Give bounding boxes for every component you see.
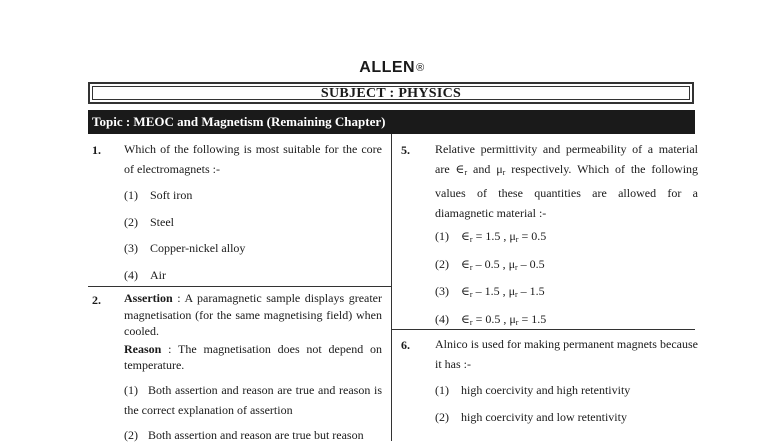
- q5-option-4: (4) $\in_r = 0.5$ , $\mu_r = 1.5$: [435, 312, 547, 327]
- q6-text: Alnico is used for making permanent magnets because it has :-: [435, 337, 698, 371]
- q1-option-3: (3) Copper-nickel alloy: [124, 241, 246, 255]
- q5-text: Relative permittivity and permeability of a material are $\in_r$ and $\mu_r$ respectively. Which of the following values of these quantities are allowed for a diamagnetic material :-: [435, 142, 699, 220]
- q6-option-1: (1) high coercivity and high retentivity: [435, 383, 631, 397]
- subject-title: SUBJECT : PHYSICS: [92, 86, 690, 100]
- q1-separator: [88, 286, 391, 287]
- q2-reason: Reason : The magnetisation does not depend on temperature.: [124, 342, 382, 372]
- q6-option-2: (2) high coercivity and low retentivity: [435, 410, 627, 424]
- q6-number: 6.: [401, 338, 410, 352]
- q2-number: 2.: [92, 293, 101, 307]
- q5-option-3: (3) $\in_r - 1.5$ , $\mu_r - 1.5$: [435, 284, 545, 299]
- subject-banner: [88, 82, 694, 104]
- q2-option-1: (1) Both assertion and reason are true and reason is the correct explanation of assertion: [124, 383, 382, 417]
- q1-text: Which of the following is most suitable for the core of electromagnets :-: [124, 142, 382, 176]
- q2-assertion: Assertion : A paramagnetic sample displays greater magnetisation (for the same magnetising field) when cooled.: [124, 291, 383, 338]
- q1-option-2: (2) Steel: [124, 215, 174, 229]
- q5-separator: [392, 329, 695, 330]
- q5-number: 5.: [401, 143, 410, 157]
- q5-option-1: (1) $\in_r = 1.5$ , $\mu_r = 0.5$: [435, 229, 547, 244]
- q1-option-1: (1) Soft iron: [124, 188, 193, 202]
- topic-bar: Topic : MEOC and Magnetism (Remaining Chapter): [88, 110, 695, 134]
- q1-option-4: (4) Air: [124, 268, 166, 282]
- q2-option-2: (2) Both assertion and reason are true but reason: [124, 428, 364, 442]
- q5-option-2: (2) $\in_r - 0.5$ , $\mu_r - 0.5$: [435, 257, 545, 272]
- column-divider: [391, 134, 392, 441]
- allen-logo: ALLEN®: [359, 59, 425, 76]
- q1-number: 1.: [92, 143, 101, 157]
